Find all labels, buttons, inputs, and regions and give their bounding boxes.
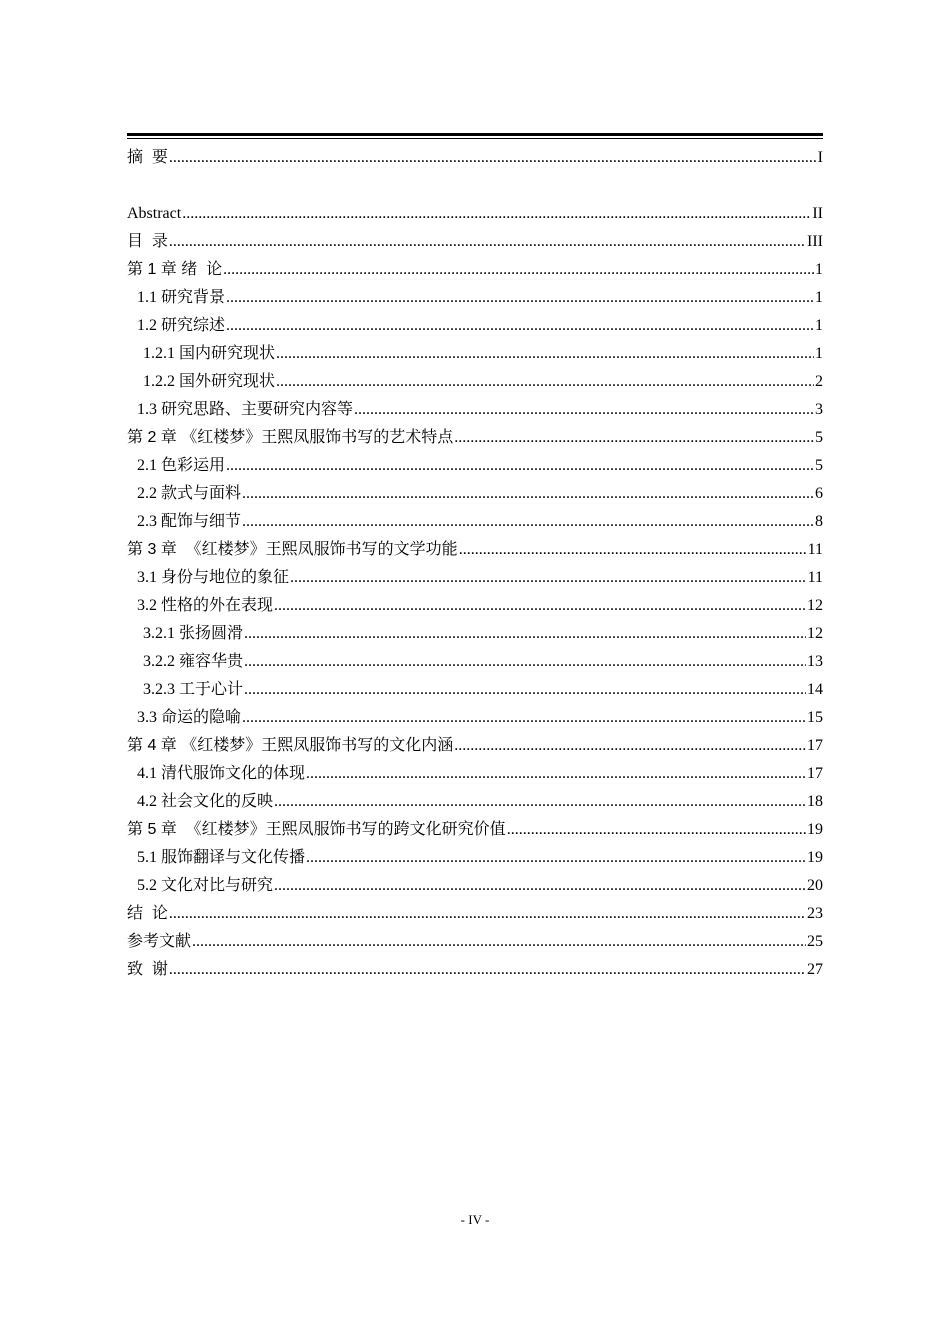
toc-entry[interactable]: [127, 760, 823, 788]
toc-entry-page: 25: [807, 933, 823, 950]
toc-dot-leader: [454, 732, 806, 760]
toc-dot-leader: [226, 284, 814, 312]
toc-entry-label: 3.2.1 张扬圆滑: [143, 625, 244, 642]
toc-entry[interactable]: [127, 340, 823, 368]
toc-dot-leader: [276, 368, 814, 396]
toc-entry-page: 17: [807, 765, 823, 782]
toc-entry-label: 1.1 研究背景: [137, 289, 226, 306]
toc-entry[interactable]: [127, 144, 823, 172]
toc-entry-page: 12: [807, 625, 823, 642]
toc-entry[interactable]: [127, 284, 823, 312]
toc-entry[interactable]: [127, 228, 823, 256]
toc-dot-leader: [290, 564, 807, 592]
toc-entry-label: 致 谢: [127, 961, 168, 978]
toc-entry[interactable]: [127, 480, 823, 508]
toc-dot-leader: [182, 200, 811, 228]
toc-entry[interactable]: [127, 508, 823, 536]
toc-entry-label: 5.2 文化对比与研究: [137, 877, 274, 894]
toc-entry[interactable]: [127, 200, 823, 228]
toc-dot-leader: [276, 340, 814, 368]
toc-entry-label: 3.2.2 雍容华贵: [143, 653, 244, 670]
toc-entry-page: 17: [807, 737, 823, 754]
toc-entry-page: 5: [815, 429, 823, 446]
toc-entry-page: 12: [807, 597, 823, 614]
header-double-rule: [127, 133, 823, 139]
toc-entry-label: 第 4 章 《红楼梦》王熙凤服饰书写的文化内涵: [127, 737, 454, 754]
toc-entry-page: 1: [815, 261, 823, 278]
toc-entry[interactable]: [127, 256, 823, 284]
toc-spacer: [127, 172, 823, 200]
toc-entry-page: 1: [815, 289, 823, 306]
toc-dot-leader: [169, 228, 806, 256]
toc-entry[interactable]: [127, 956, 823, 984]
toc-entry-page: 11: [807, 569, 823, 586]
toc-entry-label: 1.3 研究思路、主要研究内容等: [137, 401, 354, 418]
toc-entry[interactable]: [127, 564, 823, 592]
toc-dot-leader: [274, 788, 806, 816]
toc-entry-label: 2.2 款式与面料: [137, 485, 242, 502]
toc-dot-leader: [274, 872, 806, 900]
toc-entry-label: 1.2.1 国内研究现状: [143, 345, 276, 362]
toc-dot-leader: [226, 452, 814, 480]
toc-entry[interactable]: [127, 312, 823, 340]
toc-dot-leader: [306, 760, 806, 788]
toc-entry[interactable]: [127, 872, 823, 900]
toc-entry-label: 1.2.2 国外研究现状: [143, 373, 276, 390]
toc-dot-leader: [226, 312, 814, 340]
toc-dot-leader: [192, 928, 806, 956]
toc-entry-label: 4.1 清代服饰文化的体现: [137, 765, 306, 782]
toc-dot-leader: [244, 648, 806, 676]
toc-dot-leader: [306, 844, 806, 872]
toc-entry-page: 8: [815, 513, 823, 530]
toc-entry-page: 20: [807, 877, 823, 894]
toc-entry[interactable]: [127, 676, 823, 704]
toc-entry-label: 1.2 研究综述: [137, 317, 226, 334]
toc-entry-page: I: [817, 149, 823, 166]
toc-entry-label: 摘 要: [127, 149, 168, 166]
toc-entry[interactable]: [127, 396, 823, 424]
toc-entry-label: 3.2 性格的外在表现: [137, 597, 274, 614]
toc-entry[interactable]: [127, 788, 823, 816]
page-number: - IV -: [460, 1212, 490, 1227]
toc-entry-page: II: [812, 205, 823, 222]
toc-entry-page: 14: [807, 681, 823, 698]
toc-entry-label: 参考文献: [127, 933, 192, 950]
toc-entry[interactable]: [127, 704, 823, 732]
toc-entry-page: 5: [815, 457, 823, 474]
toc-entry-label: 第 5 章 《红楼梦》王熙凤服饰书写的跨文化研究价值: [127, 821, 506, 838]
toc-entry-label: 第 3 章 《红楼梦》王熙凤服饰书写的文学功能: [127, 541, 458, 558]
toc-entry-page: 2: [815, 373, 823, 390]
toc-entry[interactable]: [127, 928, 823, 956]
toc-entry-label: 第 2 章 《红楼梦》王熙凤服饰书写的艺术特点: [127, 429, 454, 446]
toc-entry-page: 23: [807, 905, 823, 922]
toc-entry[interactable]: [127, 844, 823, 872]
toc-dot-leader: [459, 536, 807, 564]
toc-dot-leader: [242, 704, 806, 732]
toc-dot-leader: [169, 144, 817, 172]
toc-entry-page: 3: [815, 401, 823, 418]
toc-dot-leader: [223, 256, 814, 284]
toc-dot-leader: [244, 676, 806, 704]
toc-entry[interactable]: [127, 452, 823, 480]
toc-entry-label: 结 论: [127, 905, 168, 922]
toc-entry-page: 1: [815, 345, 823, 362]
toc-entry-label: Abstract: [127, 205, 182, 222]
toc-entry-label: 3.2.3 工于心计: [143, 681, 244, 698]
toc-entry-label: 3.3 命运的隐喻: [137, 709, 242, 726]
toc-entry-page: 19: [807, 849, 823, 866]
toc-entry[interactable]: [127, 732, 823, 760]
toc-entry-page: III: [807, 233, 823, 250]
toc-entry-label: 3.1 身份与地位的象征: [137, 569, 290, 586]
toc-dot-leader: [507, 816, 806, 844]
toc-dot-leader: [242, 508, 814, 536]
toc-entry-page: 19: [807, 821, 823, 838]
toc-entry[interactable]: [127, 536, 823, 564]
toc-entry[interactable]: [127, 368, 823, 396]
toc-entry-page: 18: [807, 793, 823, 810]
toc-entry-label: 2.1 色彩运用: [137, 457, 226, 474]
toc-entry-page: 15: [807, 709, 823, 726]
toc-entry-page: 1: [815, 317, 823, 334]
toc-entry[interactable]: [127, 900, 823, 928]
toc-entry-label: 2.3 配饰与细节: [137, 513, 242, 530]
toc-entry-page: 6: [815, 485, 823, 502]
toc-entry-page: 27: [807, 961, 823, 978]
toc-dot-leader: [274, 592, 806, 620]
toc-entry[interactable]: [127, 816, 823, 844]
toc-dot-leader: [169, 900, 806, 928]
table-of-contents: [127, 144, 823, 984]
toc-entry[interactable]: [127, 620, 823, 648]
toc-entry-label: 5.1 服饰翻译与文化传播: [137, 849, 306, 866]
toc-entry-label: 第 1 章 绪 论: [127, 261, 223, 278]
toc-entry[interactable]: [127, 424, 823, 452]
toc-entry-label: 目 录: [127, 233, 168, 250]
toc-dot-leader: [244, 620, 806, 648]
toc-entry[interactable]: [127, 648, 823, 676]
toc-entry[interactable]: [127, 592, 823, 620]
toc-entry-page: 11: [807, 541, 823, 558]
toc-entry-label: 4.2 社会文化的反映: [137, 793, 274, 810]
toc-entry-page: 13: [807, 653, 823, 670]
toc-dot-leader: [454, 424, 814, 452]
toc-dot-leader: [242, 480, 814, 508]
toc-dot-leader: [169, 956, 806, 984]
toc-dot-leader: [354, 396, 814, 424]
